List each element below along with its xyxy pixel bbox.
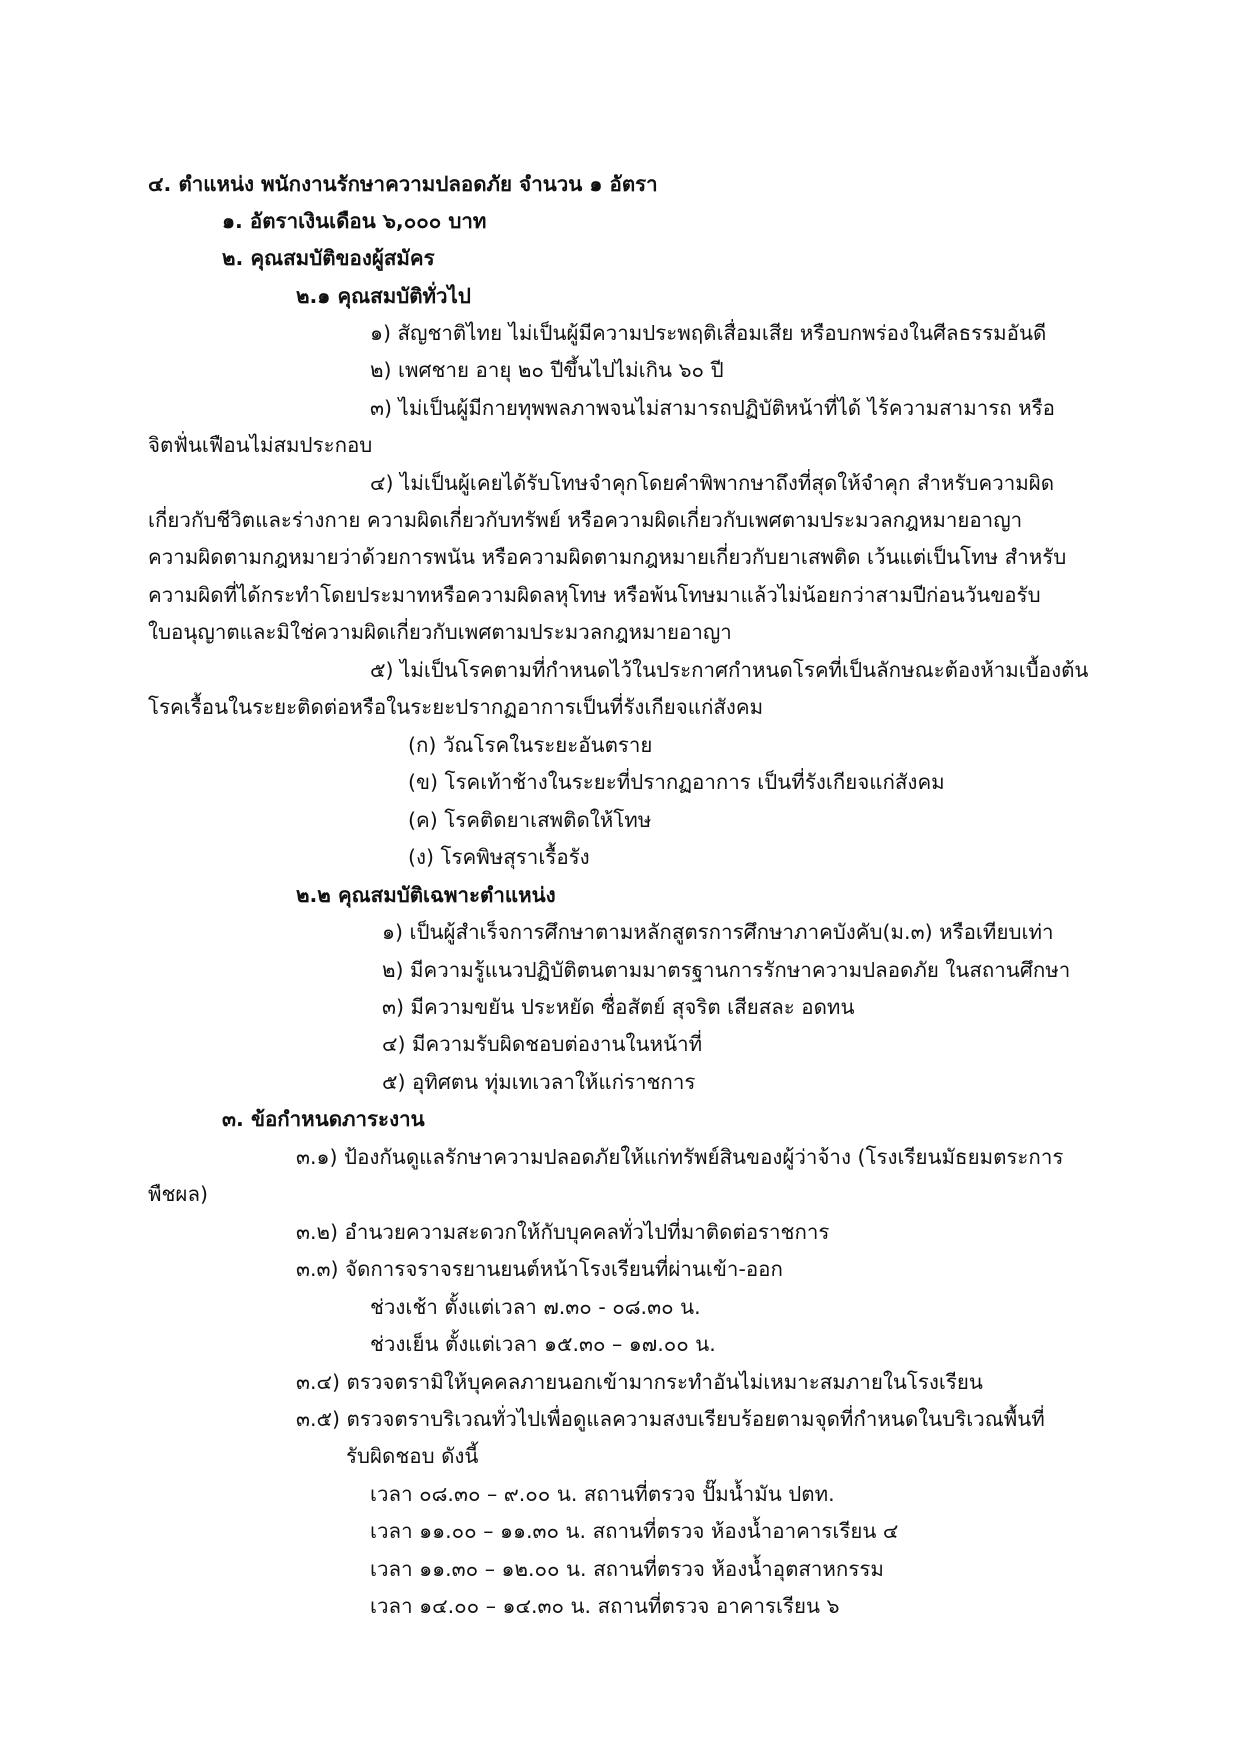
- specific-item-1: ๑) เป็นผู้สำเร็จการศึกษาตามหลักสูตรการศึกษาภาคบังคับ(ม.๓) หรือเทียบเท่า: [382, 920, 1054, 944]
- specific-qualifications-heading: ๒.๒ คุณสมบัติเฉพาะตำแหน่ง: [296, 883, 556, 907]
- general-item-4: ๔) ไม่เป็นผู้เคยได้รับโทษจำคุกโดยคำพิพากษาถึงที่สุดให้จำคุก สำหรับความผิด: [370, 471, 1055, 495]
- position-title: ๔. ตำแหน่ง พนักงานรักษาความปลอดภัย จำนวน ๑ อัตรา: [148, 172, 658, 196]
- duty-2: ๓.๒) อำนวยความสะดวกให้กับบุคคลทั่วไปที่มาติดต่อราชการ: [296, 1220, 830, 1244]
- specific-item-5: ๕) อุทิศตน ทุ่มเทเวลาให้แก่ราชการ: [382, 1070, 696, 1094]
- duty-5-cont: รับผิดชอบ ดังนี้: [346, 1444, 479, 1468]
- qualifications-heading: ๒. คุณสมบัติของผู้สมัคร: [222, 246, 435, 270]
- traffic-morning: ช่วงเช้า ตั้งแต่เวลา ๗.๓๐ - ๐๘.๓๐ น.: [370, 1295, 701, 1319]
- general-item-3: ๓) ไม่เป็นผู้มีกายทุพพลภาพจนไม่สามารถปฏิบัติหน้าที่ได้ ไร้ความสามารถ หรือ: [370, 396, 1055, 420]
- general-item-2: ๒) เพศชาย อายุ ๒๐ ปีขึ้นไปไม่เกิน ๖๐ ปี: [370, 358, 724, 382]
- general-item-5: ๕) ไม่เป็นโรคตามที่กำหนดไว้ในประกาศกำหนดโรคที่เป็นลักษณะต้องห้ามเบื้องต้น: [370, 658, 1089, 682]
- patrol-schedule-4: เวลา ๑๔.๐๐ – ๑๔.๓๐ น. สถานที่ตรวจ อาคารเรียน ๖: [370, 1594, 840, 1618]
- general-item-5-cont: โรคเรื้อนในระยะติดต่อหรือในระยะปรากฏอาการเป็นที่รังเกียจแก่สังคม: [148, 695, 764, 719]
- specific-item-3: ๓) มีความขยัน ประหยัด ซื่อสัตย์ สุจริต เสียสละ อดทน: [382, 995, 855, 1019]
- general-item-3-cont: จิตฟั่นเฟือนไม่สมประกอบ: [148, 433, 373, 457]
- duty-5: ๓.๕) ตรวจตราบริเวณทั่วไปเพื่อดูแลความสงบเรียบร้อยตามจุดที่กำหนดในบริเวณพื้นที่: [296, 1407, 1045, 1431]
- duty-1-cont: พืชผล): [148, 1182, 208, 1206]
- disease-item-ka: (ก) วัณโรคในระยะอันตราย: [408, 733, 653, 757]
- specific-item-2: ๒) มีความรู้แนวปฏิบัติตนตามมาตรฐานการรักษาความปลอดภัย ในสถานศึกษา: [382, 958, 1071, 982]
- general-item-4-cont-1: เกี่ยวกับชีวิตและร่างกาย ความผิดเกี่ยวกับทรัพย์ หรือความผิดเกี่ยวกับเพศตามประมวลกฎหมายอาญา: [148, 508, 1023, 532]
- general-qualifications-heading: ๒.๑ คุณสมบัติทั่วไป: [296, 284, 471, 308]
- traffic-evening: ช่วงเย็น ตั้งแต่เวลา ๑๕.๓๐ – ๑๗.๐๐ น.: [370, 1332, 716, 1356]
- patrol-schedule-1: เวลา ๐๘.๓๐ – ๙.๐๐ น. สถานที่ตรวจ ปั๊มน้ำมัน ปตท.: [370, 1482, 835, 1506]
- general-item-4-cont-4: ใบอนุญาตและมิใช่ความผิดเกี่ยวกับเพศตามประมวลกฎหมายอาญา: [148, 620, 732, 644]
- disease-item-ngo: (ง) โรคพิษสุราเรื้อรัง: [408, 845, 590, 869]
- duties-heading: ๓. ข้อกำหนดภาระงาน: [222, 1107, 425, 1131]
- disease-item-kho: (ข) โรคเท้าช้างในระยะที่ปรากฏอาการ เป็นที่รังเกียจแก่สังคม: [408, 770, 945, 794]
- duty-4: ๓.๔) ตรวจตรามิให้บุคคลภายนอกเข้ามากระทำอันไม่เหมาะสมภายในโรงเรียน: [296, 1370, 983, 1394]
- general-item-4-cont-2: ความผิดตามกฎหมายว่าด้วยการพนัน หรือความผิดตามกฎหมายเกี่ยวกับยาเสพติด เว้นแต่เป็นโทษ สำหรับ: [148, 545, 1067, 569]
- patrol-schedule-2: เวลา ๑๑.๐๐ – ๑๑.๓๐ น. สถานที่ตรวจ ห้องน้ำอาคารเรียน ๔: [370, 1519, 899, 1543]
- patrol-schedule-3: เวลา ๑๑.๓๐ – ๑๒.๐๐ น. สถานที่ตรวจ ห้องน้ำอุตสาหกรรม: [370, 1557, 884, 1581]
- salary-line: ๑. อัตราเงินเดือน ๖,๐๐๐ บาท: [222, 209, 487, 233]
- general-item-4-cont-3: ความผิดที่ได้กระทำโดยประมาทหรือความผิดลหุโทษ หรือพ้นโทษมาแล้วไม่น้อยกว่าสามปีก่อนวันขอรับ: [148, 583, 1041, 607]
- disease-item-kho-khwai: (ค) โรคติดยาเสพติดให้โทษ: [408, 808, 652, 832]
- general-item-1: ๑) สัญชาติไทย ไม่เป็นผู้มีความประพฤติเสื่อมเสีย หรือบกพร่องในศีลธรรมอันดี: [370, 321, 1047, 345]
- duty-3: ๓.๓) จัดการจราจรยานยนต์หน้าโรงเรียนที่ผ่านเข้า-ออก: [296, 1257, 783, 1281]
- duty-1: ๓.๑) ป้องกันดูแลรักษาความปลอดภัยให้แก่ทรัพย์สินของผู้ว่าจ้าง (โรงเรียนมัธยมตระการ: [296, 1145, 1064, 1169]
- specific-item-4: ๔) มีความรับผิดชอบต่องานในหน้าที่: [382, 1032, 703, 1056]
